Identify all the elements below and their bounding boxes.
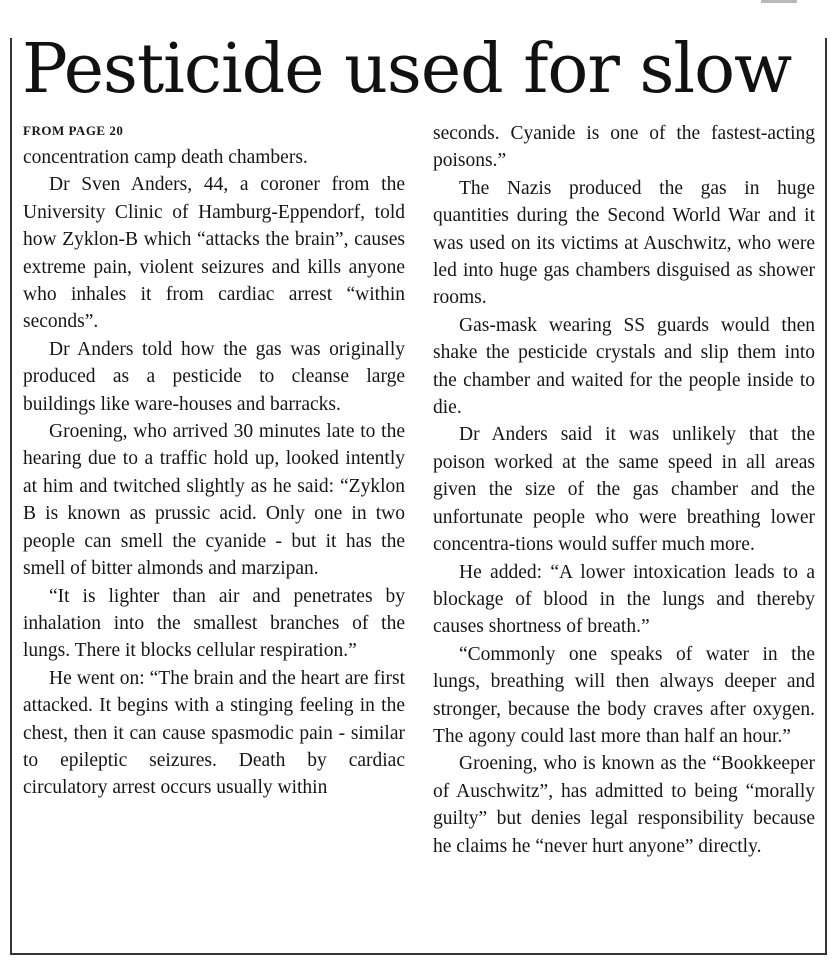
headline: Pesticide used for slow (22, 30, 792, 109)
paragraph: “Commonly one speaks of water in the lungs, breathing will then always deeper and stronger, because the body craves after oxygen. The agony could last more than half an hour.” (433, 643, 815, 747)
paragraph-continued: seconds. Cyanide is one of the fastest-acting poisons.” (433, 123, 815, 172)
bottom-border-rule (10, 953, 827, 955)
paragraph: He added: “A lower intoxication leads to a blockage of blood in the lungs and thereby causes shortness of breath.” (433, 561, 815, 638)
article-column-left (23, 118, 405, 802)
article-column-right (433, 118, 815, 860)
paragraph: Dr Sven Anders, 44, a coroner from the University Clinic of Hamburg-Eppendorf, told how Zyklon-B which “attacks the brain”, causes extreme pain, violent seizures and kills anyone who inhales it from cardiac arrest “within seconds”. (23, 174, 405, 333)
paragraph: Groening, who arrived 30 minutes late to the hearing due to a traffic hold up, looked intently at him and twitched slightly as he said: “Zyklon B is known as prussic acid. Only one in two people can smell the cyanide - but it has the smell of bitter almonds and marzipan. (23, 421, 405, 580)
paragraph: He went on: “The brain and the heart are first attacked. It begins with a stinging feeling in the chest, then it can cause spasmodic pain - similar to epileptic seizures. Death by cardiac circulatory arrest occurs usually within (23, 667, 405, 799)
paragraph: “It is lighter than air and penetrates by inhalation into the smallest branches of the lungs. There it blocks cellular respiration.” (23, 585, 405, 662)
paragraph: The Nazis produced the gas in huge quantities during the Second World War and it was used on its victims at Auschwitz, who were led into huge gas chambers disguised as shower rooms. (433, 177, 815, 309)
paragraph: Groening, who is known as the “Bookkeeper of Auschwitz”, has admitted to being “morally guilty” but denies legal responsibility because he claims he “never hurt anyone” directly. (433, 753, 815, 857)
paragraph: Dr Anders said it was unlikely that the poison worked at the same speed in all areas given the size of the gas chamber and the unfortunate people who were breathing lower concentra-tions would suffer much more. (433, 424, 815, 556)
left-border-rule (10, 38, 12, 953)
continuation-label: FROM PAGE 20 (23, 123, 124, 138)
paragraph: Dr Anders told how the gas was originally produced as a pesticide to cleanse large buildings like ware-houses and barracks. (23, 338, 405, 415)
paragraph-continued: concentration camp death chambers. (23, 147, 308, 168)
corner-crop-mark (761, 0, 797, 3)
right-border-rule (825, 38, 827, 953)
paragraph: Gas-mask wearing SS guards would then shake the pesticide crystals and slip them into the chamber and waited for the people inside to die. (433, 314, 815, 419)
